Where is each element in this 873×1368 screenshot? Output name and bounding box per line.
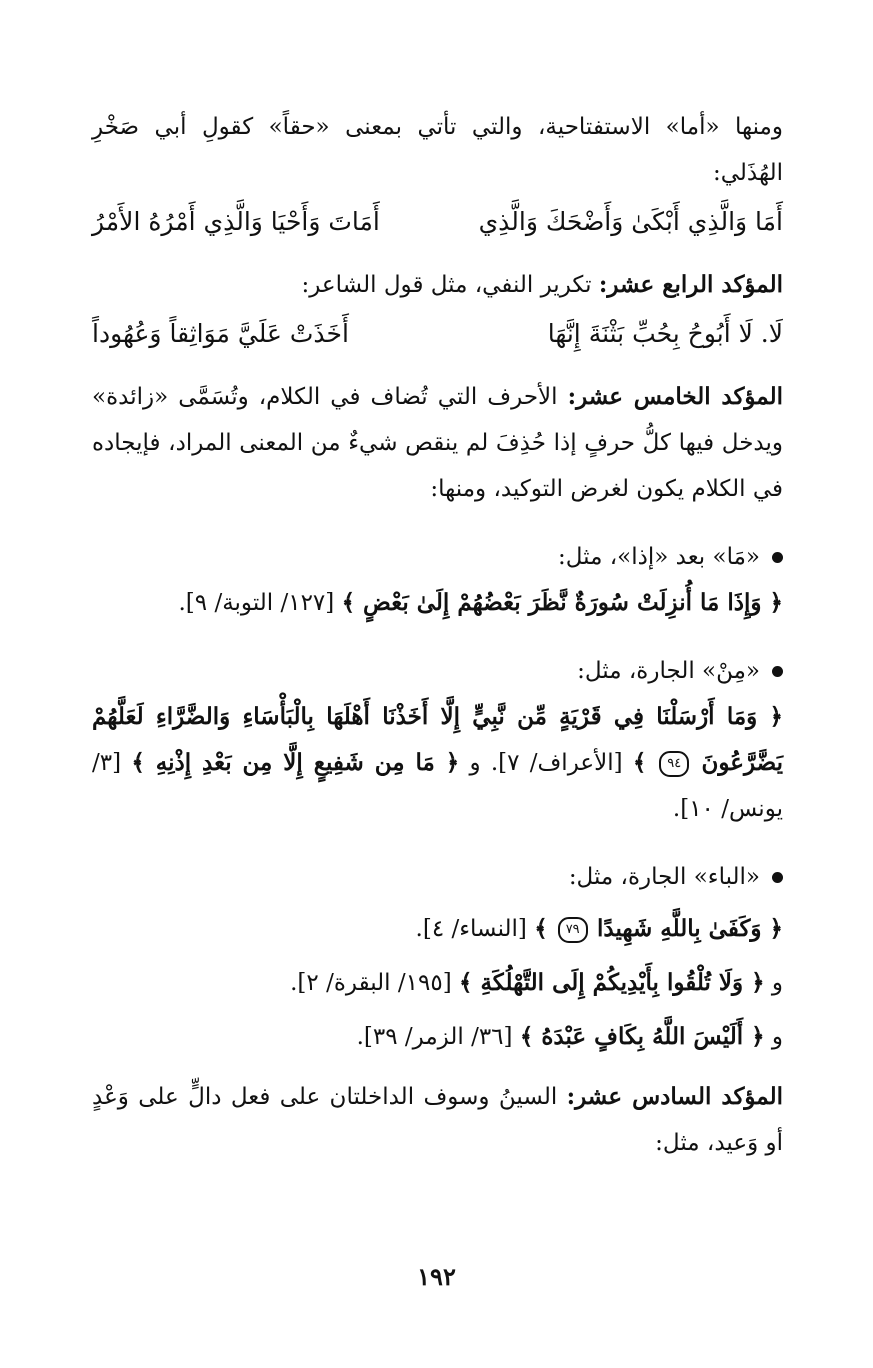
quran-citation: ﴿ وَمَا أَرْسَلْنَا فِي قَرْيَةٍ مِّن نَّبِيٍّ إِلَّا أَخَذْنَا أَهْلَهَا بِالْبَأْسَاءِ وَالضَّرَّاءِ لَعَلَّهُمْ يَضَّرَّعُونَ ٩٤ ﴾ [الأعراف/ ٧]. و ﴿ مَا مِن شَفِيعٍ إِلَّا مِن بَعْدِ إِذْنِهِ ﴾ [٣/ يونس/ ١٠]. (92, 703, 784, 822)
quran-verse: ﴿ أَلَيْسَ اللَّهُ بِكَافٍ عَبْدَهُ ﴾ (519, 1023, 765, 1050)
verse-reference: [١٩٥/ البقرة/ ٢]. (290, 970, 452, 996)
paragraph-fourteenth-emphasis (92, 262, 783, 308)
verse-second-hemistich: أَمَاتَ وَأَحْيَا وَالَّذِي أَمْرُهُ الأَمْرُ (92, 207, 380, 236)
bullet-text: «مِنْ» الجارة، مثل: (577, 658, 760, 684)
ayah-number-icon: ٧٩ (558, 917, 588, 943)
quran-citation (92, 1014, 783, 1060)
quran-verse: ﴿ مَا مِن شَفِيعٍ إِلَّا مِن بَعْدِ إِذْنِهِ ﴾ (131, 749, 460, 776)
paragraph-fifteenth-emphasis (92, 374, 783, 512)
conjunction: و (771, 1024, 783, 1050)
quran-citation (92, 960, 783, 1006)
bullet-text: «الباء» الجارة، مثل: (568, 864, 760, 890)
conjunction: و (771, 970, 783, 996)
quran-verse: ﴿ وَكَفَىٰ بِاللَّهِ شَهِيدًا (597, 915, 783, 942)
paragraph-text: الأحرف التي تُضاف في الكلام، وتُسَمَّى «زائدة» ويدخل فيها كلُّ حرفٍ إذا حُذِفَ لم ينقص شيءٌ من المعنى المراد، فإيجاده في الكلام يكون لغرض التوكيد، ومنها: (92, 384, 783, 502)
bullet-text: «مَا» بعد «إذا»، مثل: (558, 544, 760, 570)
verse-reference: [٣٦/ الزمر/ ٣٩]. (356, 1024, 513, 1050)
paragraph-text: ومنها «أما» الاستفتاحية، والتي تأتي بمعنى «حقاً» كقولِ أبي صَخْرِ الهُذَلي: (92, 114, 783, 186)
verse-reference: [النساء/ ٤]. (415, 916, 527, 942)
quran-citation: ﴿ وَكَفَىٰ بِاللَّهِ شَهِيدًا ٧٩ ﴾ [النساء/ ٤]. (415, 915, 783, 942)
ayah-number-icon: ٩٤ (659, 751, 689, 777)
bullet-icon (772, 552, 783, 563)
bullet-icon (772, 666, 783, 677)
paragraph-text: السينُ وسوف الداخلتان على فعل دالٍّ على وَعْدٍ أو وَعيد، مثل: (92, 1084, 783, 1156)
verse-first-hemistich: أَمَا وَالَّذِي أَبْكَىٰ وَأَضْحَكَ وَالَّذِي (478, 207, 783, 236)
bullet-baa-jarra (92, 854, 783, 900)
poem-verse-buthayna (92, 308, 783, 360)
section-label: المؤكد الخامس عشر: (567, 383, 783, 410)
page-number: ١٩٢ (417, 1262, 456, 1291)
quran-verse: ﴿ وَإِذَا مَا أُنزِلَتْ سُورَةٌ نَّظَرَ بَعْضُهُمْ إِلَىٰ بَعْضٍ ﴾ (341, 589, 783, 616)
paragraph-ama-istiftahiya (92, 104, 783, 196)
verse-reference: [الأعراف/ ٧]. و (469, 750, 623, 776)
quran-citation (92, 580, 783, 626)
verse-second-hemistich: أَخَذَتْ عَلَيَّ مَوَاثِقاً وَعُهُوداً (92, 319, 349, 348)
section-label: المؤكد السادس عشر: (566, 1083, 783, 1110)
poem-verse-hudhali (92, 196, 783, 248)
quran-verse: ﴿ وَلَا تُلْقُوا بِأَيْدِيكُمْ إِلَى التَّهْلُكَةِ ﴾ (458, 969, 765, 996)
verse-reference: [٣/ يونس/ ١٠]. (92, 750, 783, 822)
verse-first-hemistich: لَا. لَا أَبُوحُ بِحُبِّ بَثْنَةَ إِنَّهَا (547, 319, 783, 348)
bullet-ma-after-itha (92, 534, 783, 580)
verse-reference: [١٢٧/ التوبة/ ٩]. (178, 590, 335, 616)
page-body (92, 104, 783, 1166)
paragraph-text: تكرير النفي، مثل قول الشاعر: (301, 272, 599, 298)
bullet-min-jarra (92, 648, 783, 694)
section-label: المؤكد الرابع عشر: (598, 271, 783, 298)
bullet-icon (772, 872, 783, 883)
paragraph-sixteenth-emphasis (92, 1074, 783, 1166)
quran-verse: ﴿ وَمَا أَرْسَلْنَا فِي قَرْيَةٍ مِّن نَّبِيٍّ إِلَّا أَخَذْنَا أَهْلَهَا بِالْبَأْسَاءِ وَالضَّرَّاءِ لَعَلَّهُمْ يَضَّرَّعُونَ (92, 703, 784, 776)
